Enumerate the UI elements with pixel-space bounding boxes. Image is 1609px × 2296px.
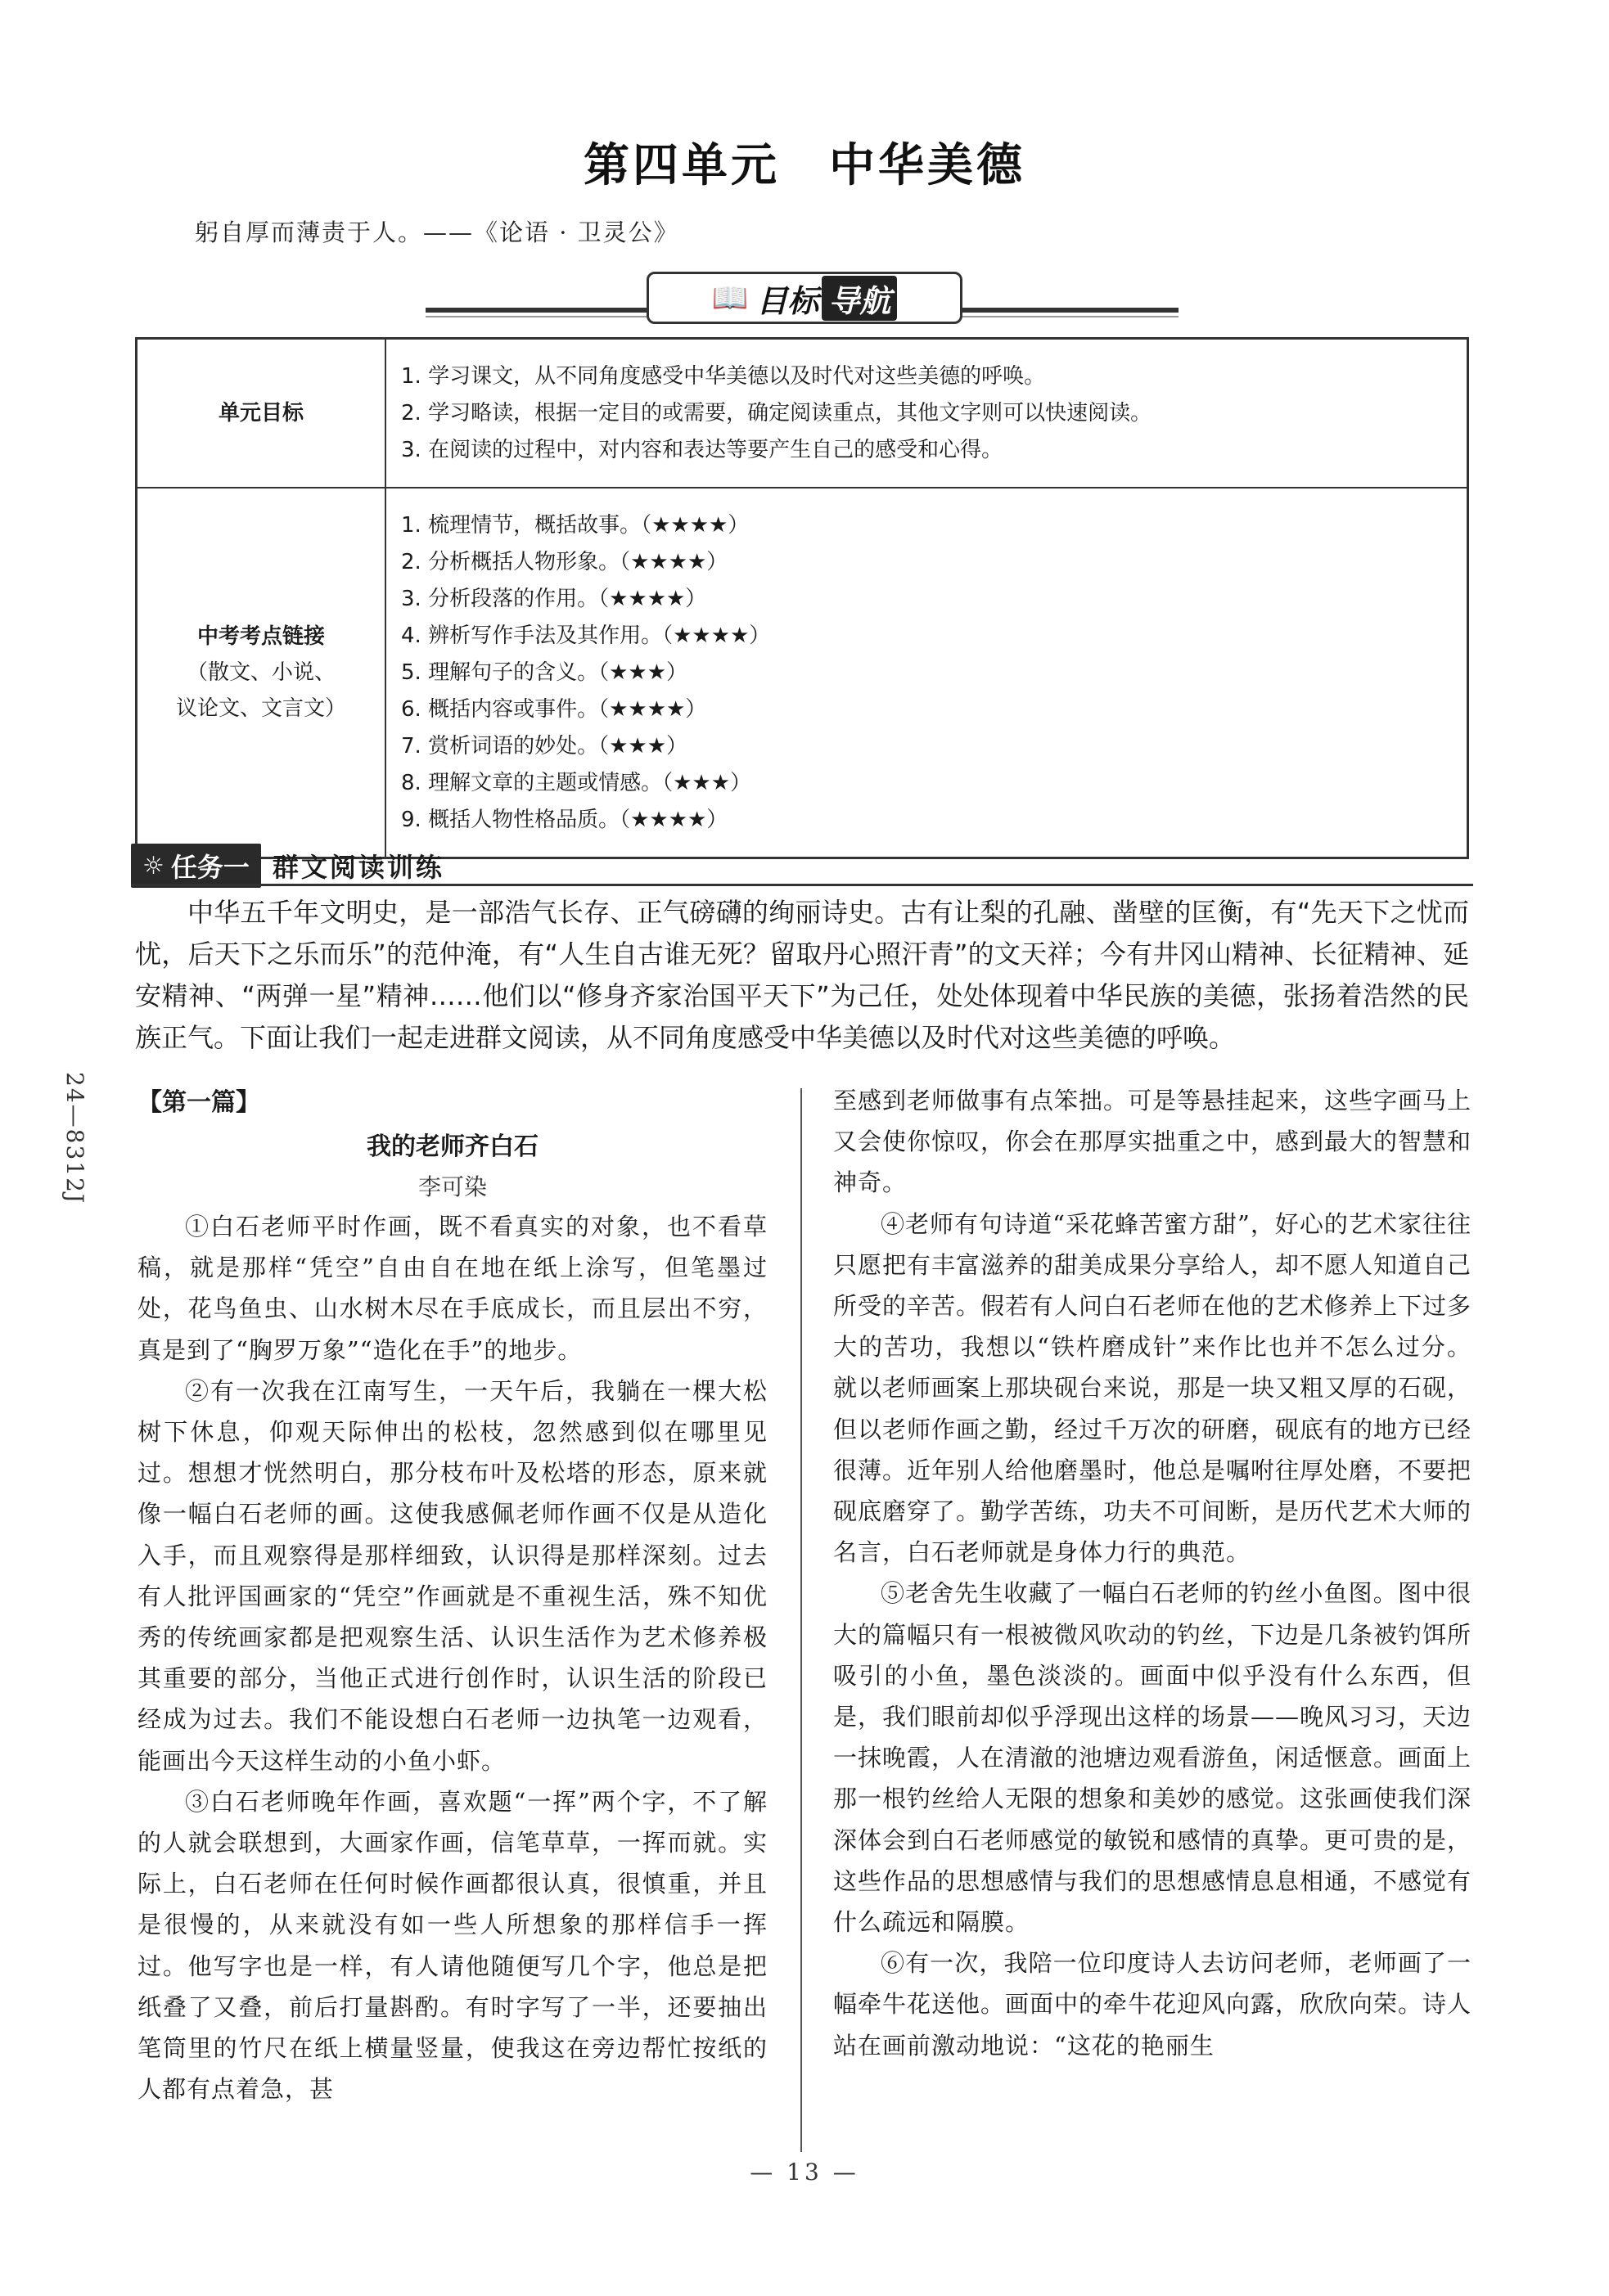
- article-right-column: [833, 1080, 1472, 2066]
- list-item: 8. 理解文章的主题或情感。（★★★）: [401, 770, 751, 795]
- task-header: [131, 845, 444, 886]
- list-item: 6. 概括内容或事件。（★★★★）: [401, 696, 707, 722]
- list-item: 3. 在阅读的过程中，对内容和表达等要产生自己的感受和心得。: [401, 437, 1003, 462]
- paragraph-continuation: 至感到老师做事有点笨拙。可是等悬挂起来，这些字画马上又会使你惊叹，你会在那厚实拙重之中，感到最大的智慧和神奇。: [833, 1087, 1472, 1197]
- exam-points-list: [385, 488, 1468, 858]
- column-divider: [800, 1088, 802, 2152]
- list-item: 5. 理解句子的含义。（★★★）: [401, 660, 687, 685]
- task-tag-label: 任务一: [170, 852, 250, 883]
- task-title: 群文阅读训练: [272, 852, 444, 883]
- paragraph: ⑥有一次，我陪一位印度诗人去访问老师，老师画了一幅牵牛花送他。画面中的牵牛花迎风向露，欣欣向荣。诗人站在画前激动地说：“这花的艳丽生: [833, 1949, 1472, 2060]
- unit-goals-label: 单元目标: [137, 339, 386, 488]
- page-number: — 13 —: [750, 2159, 859, 2186]
- list-item: 1. 学习课文，从不同角度感受中华美德以及时代对这些美德的呼唤。: [401, 363, 1046, 389]
- paragraph: ④老师有句诗道“采花蜂苦蜜方甜”，好心的艺术家往往只愿把有丰富滋养的甜美成果分享给人，却不愿人知道自己所受的辛苦。假若有人问白石老师在他的艺术修养上下过多大的苦功，我想以“铁杵磨成针”来作比也并不怎么过分。就以老师画案上那块砚台来说，那是一块又粗又厚的石砚，但以老师作画之勤，经过千万次的研磨，砚底有的地方已经很薄。近年别人给他磨墨时，他总是嘱咐往厚处磨，不要把砚底磨穿了。勤学苦练，功夫不可间断，是历代艺术大师的名言，白石老师就是身体力行的典范。: [833, 1209, 1472, 1567]
- side-code: 24—8312J: [61, 1072, 88, 1205]
- essay-author: 李可染: [417, 1173, 487, 1200]
- exam-points-sub-1: （散文、小说、: [186, 660, 336, 685]
- paragraph: ①白石老师平时作画，既不看真实的对象，也不看草稿，就是那样“凭空”自由自在地在纸上涂写，但笔墨过处，花鸟鱼虫、山水树木尽在手底成长，而且层出不穷，真是到了“胸罗万象”“造化在手”的地步。: [137, 1213, 768, 1364]
- paragraph: ②有一次我在江南写生，一天午后，我躺在一棵大松树下休息，仰观天际伸出的松枝，忽然感到似在哪里见过。想想才恍然明白，那分枝布叶及松塔的形态，原来就像一幅白石老师的画。这使我感佩老师作画不仅是从造化入手，而且观察得是那样细致，认识得是那样深刻。过去有人批评国画家的“凭空”作画就是不重视生活，殊不知优秀的传统画家都是把观察生活、认识生活作为艺术修养极其重要的部分，当他正式进行创作时，认识生活的阶段已经成为过去。我们不能设想白石老师一边执笔一边观看，能画出今天这样生动的小鱼小虾。: [137, 1376, 768, 1775]
- essay-title: 我的老师齐白石: [367, 1132, 539, 1161]
- banner-text-right: 导航: [822, 276, 897, 321]
- list-item: 1. 梳理情节，概括故事。（★★★★）: [401, 512, 750, 538]
- banner-text-left: 目标: [756, 282, 819, 319]
- goals-table: [135, 337, 1469, 859]
- list-item: 2. 学习略读，根据一定目的或需要，确定阅读重点，其他文字则可以快速阅读。: [401, 400, 1152, 425]
- target-nav-banner: [426, 270, 1179, 327]
- list-item: 9. 概括人物性格品质。（★★★★）: [401, 807, 728, 832]
- exam-points-label-cell: [137, 488, 386, 858]
- paragraph: ⑤老舍先生收藏了一幅白石老师的钓丝小鱼图。图中很大的篇幅只有一根被微风吹动的钓丝，下边是几条被钓饵所吸引的小鱼，墨色淡淡的。画面中似乎没有什么东西，但是，我们眼前却似乎浮现出这样的场景——晚风习习，天边一抹晚霞，人在清澈的池塘边观看游鱼，闲适惬意。画面上那一根钓丝给人无限的想象和美妙的感觉。这张画使我们深深体会到白石老师感觉的敏锐和感情的真挚。更可贵的是，这些作品的思想感情与我们的思想感情息息相通，不感觉有什么疏远和隔膜。: [833, 1579, 1472, 1937]
- paragraph: ③白石老师晚年作画，喜欢题“一挥”两个字，不了解的人就会联想到，大画家作画，信笔草草，一挥而就。实际上，白石老师在任何时候作画都很认真，很慎重，并且是很慢的，从来就没有如一些人所想象的那样信手一挥过。他写字也是一样，有人请他随便写几个字，他总是把纸叠了又叠，前后打量斟酌。有时字写了一半，还要抽出笔筒里的竹尺在纸上横量竖量，使我这在旁边帮忙按纸的人都有点着急，甚: [137, 1787, 768, 2104]
- article-left-column: [137, 1080, 768, 2109]
- open-book-icon: 📖: [711, 281, 749, 315]
- list-item: 4. 辨析写作手法及其作用。（★★★★）: [401, 623, 771, 648]
- task-tag: [131, 844, 261, 888]
- unit-title: 第四单元 中华美德: [584, 139, 1025, 192]
- task-divider: [131, 884, 1473, 886]
- list-item: 2. 分析概括人物形象。（★★★★）: [401, 549, 728, 574]
- sun-icon: ☼: [142, 851, 165, 880]
- exam-points-label: 中考考点链接: [196, 624, 325, 649]
- epigraph: 躬自厚而薄责于人。——《论语 · 卫灵公》: [195, 218, 679, 246]
- banner-badge: [647, 272, 962, 324]
- unit-goals-list: [385, 339, 1468, 488]
- unit-goals-row: [137, 339, 1468, 488]
- section-label: 【第一篇】: [137, 1088, 260, 1117]
- list-item: 3. 分析段落的作用。（★★★★）: [401, 586, 707, 611]
- exam-points-row: [137, 488, 1468, 858]
- list-item: 7. 赏析词语的妙处。（★★★）: [401, 733, 687, 759]
- task-intro: 中华五千年文明史，是一部浩气长存、正气磅礴的绚丽诗史。古有让梨的孔融、凿壁的匡衡，有“先天下之忧而忧，后天下之乐而乐”的范仲淹，有“人生自古谁无死？留取丹心照汗青”的文天祥；今有井冈山精神、长征精神、延安精神、“两弹一星”精神……他们以“修身齐家治国平天下”为己任，处处体现着中华民族的美德，张扬着浩然的民族正气。下面让我们一起走进群文阅读，从不同角度感受中华美德以及时代对这些美德的呼唤。: [135, 897, 1469, 1053]
- exam-points-sub-2: 议论文、文言文）: [175, 696, 346, 721]
